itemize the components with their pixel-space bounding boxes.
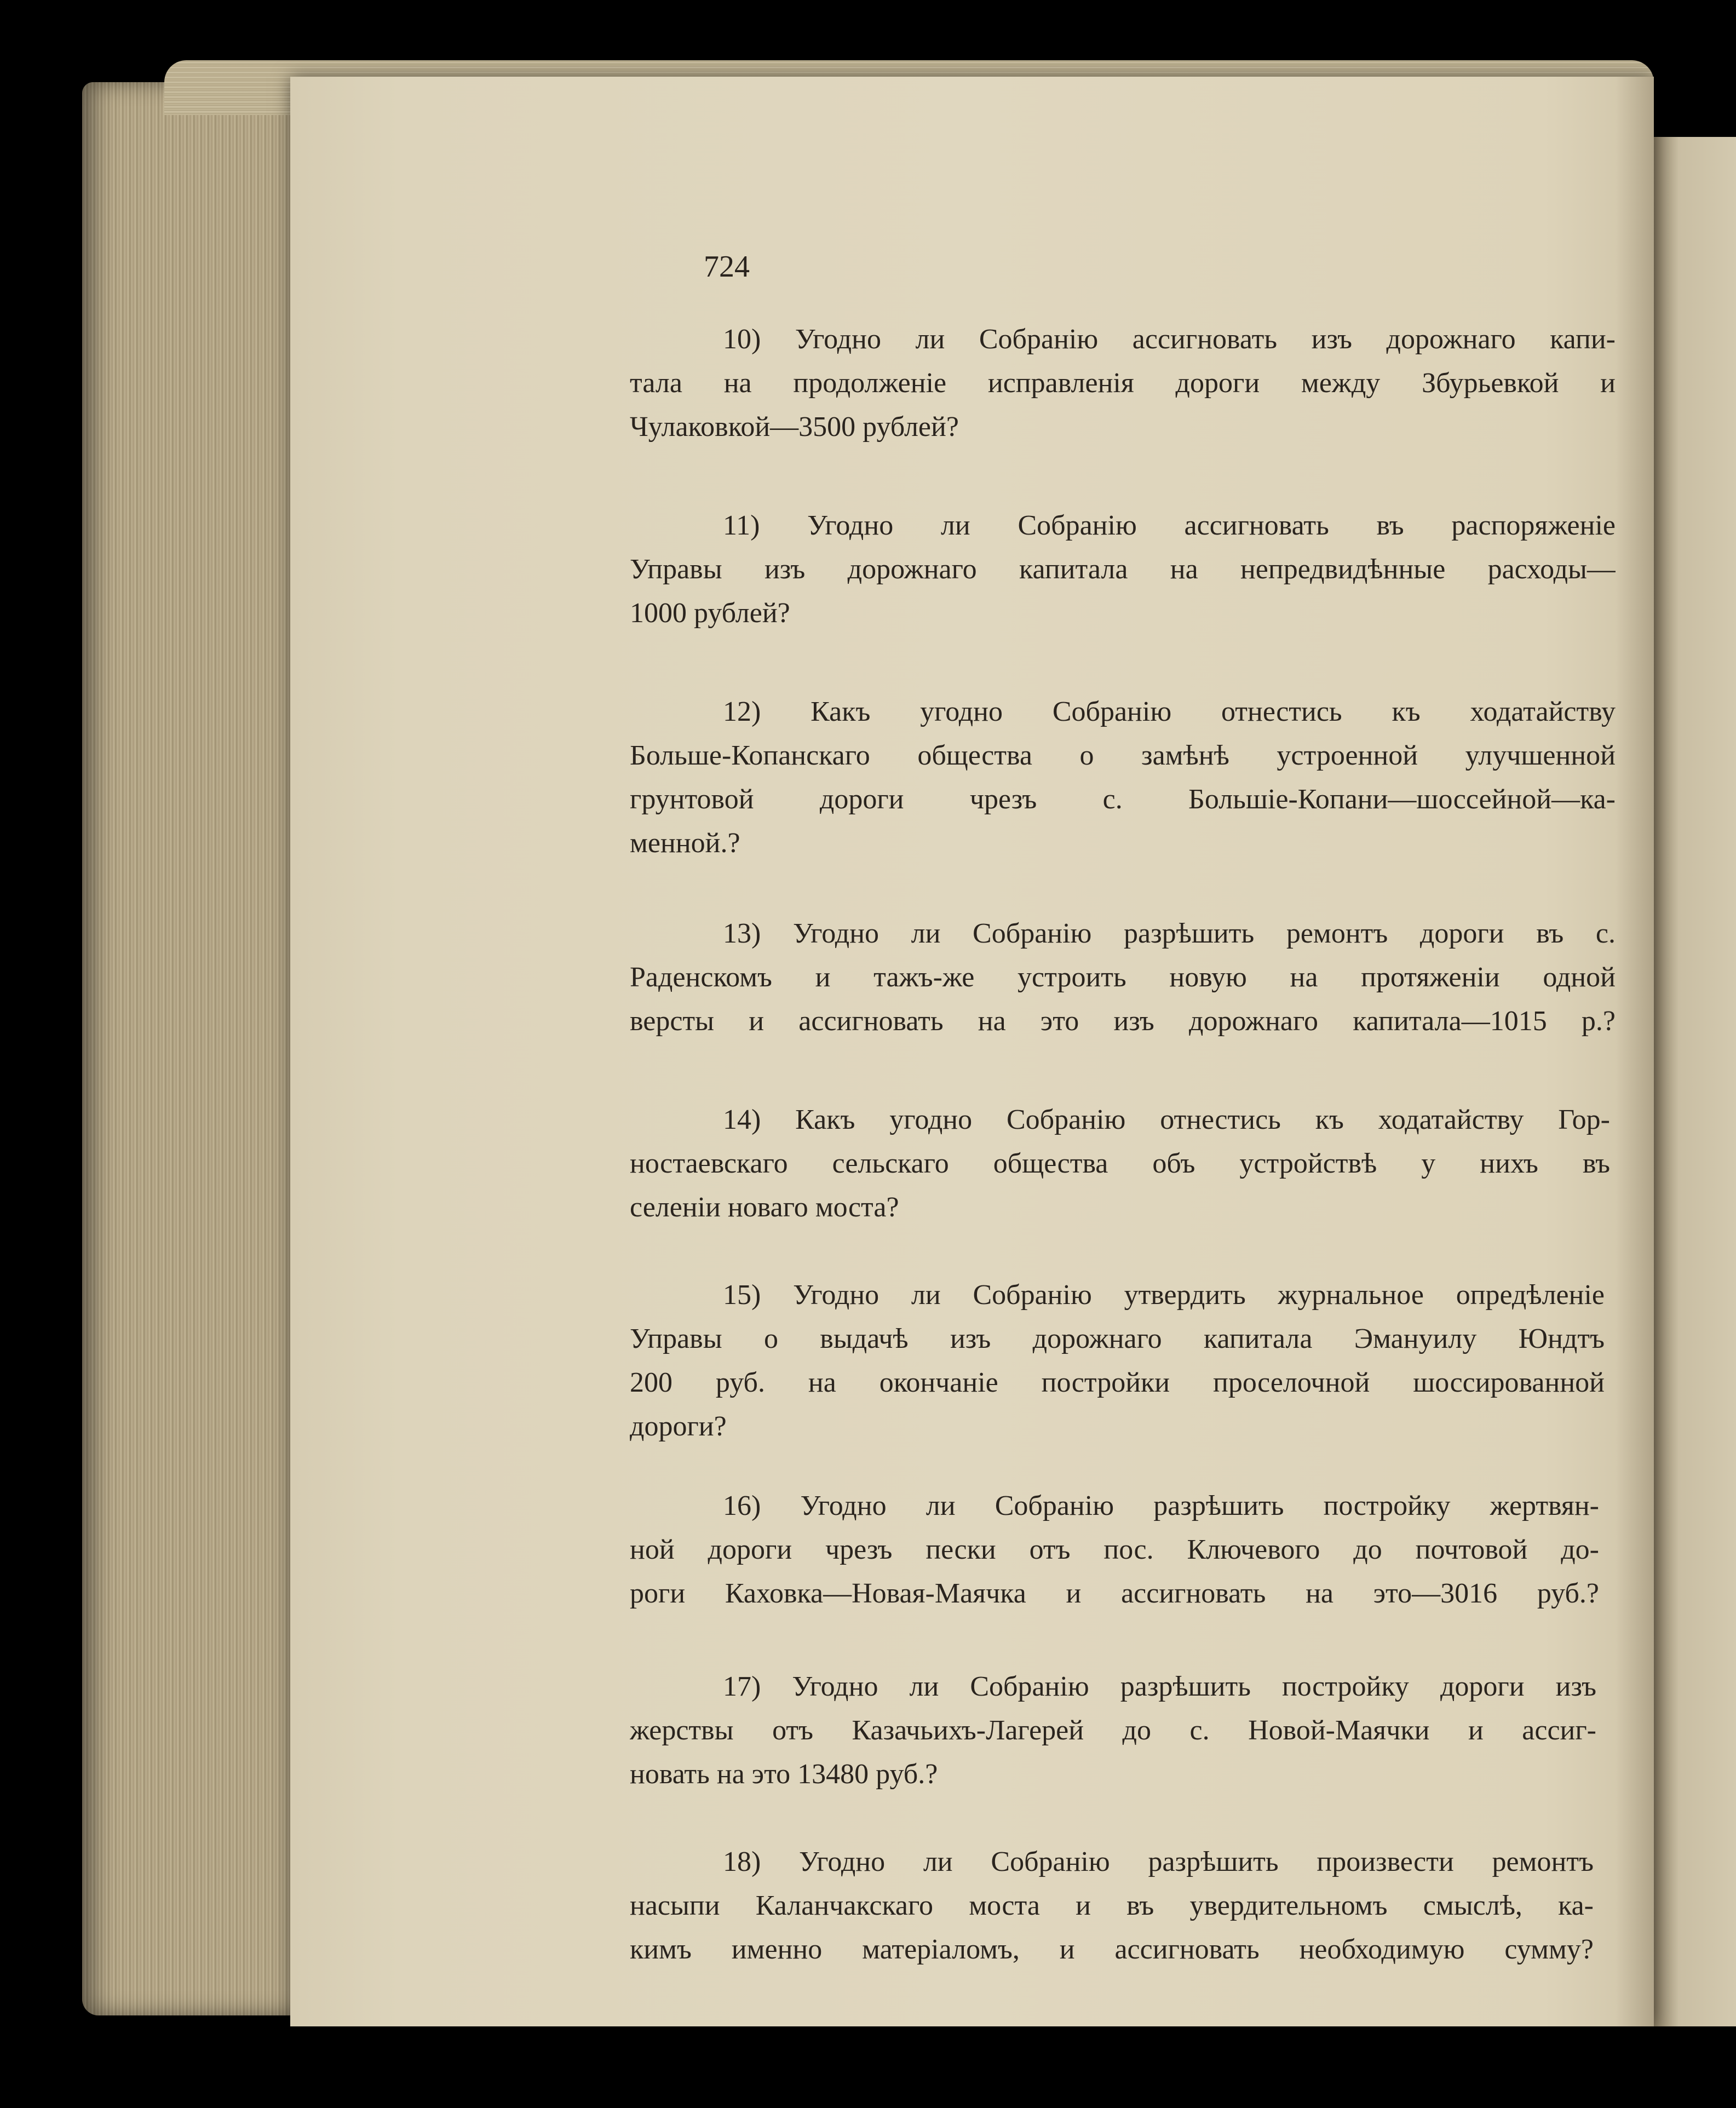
agenda-item-18	[630, 1840, 1594, 1972]
text-line: 17) Угодно ли Собранію разрѣшить постройку дороги изъ	[723, 1671, 1596, 1702]
agenda-item-11	[630, 504, 1616, 635]
text-line: грунтовой дороги чрезъ с. Большіе-Копани—шоссейной—ка-	[630, 784, 1616, 815]
text-line: 10) Угодно ли Собранію ассигновать изъ дорожнаго капи-	[723, 324, 1616, 355]
page-number: 724	[704, 250, 750, 284]
text-line: Раденскомъ и тажъ-же устроить новую на протяженіи одной	[630, 962, 1616, 993]
text-line: 16) Угодно ли Собранію разрѣшить постройку жертвян-	[723, 1490, 1599, 1521]
text-line: ностаевскаго сельскаго общества объ устройствѣ у нихъ въ	[630, 1148, 1610, 1179]
text-line: кимъ именно матеріаломъ, и ассигновать необходимую сумму?	[630, 1934, 1594, 1965]
text-line: дороги?	[630, 1411, 727, 1442]
text-line: роги Каховка—Новая-Маячка и ассигновать на это—3016 руб.?	[630, 1578, 1599, 1609]
agenda-item-16	[630, 1484, 1599, 1616]
page-gutter-shadow	[1616, 77, 1654, 2026]
text-line: Управы изъ дорожнаго капитала на непредвидѣнные расходы—	[630, 554, 1616, 585]
opposite-page	[1654, 137, 1736, 2026]
agenda-item-14	[630, 1098, 1610, 1230]
text-line: 15) Угодно ли Собранію утвердить журнальное опредѣленіе	[723, 1279, 1605, 1311]
text-line: 18) Угодно ли Собранію разрѣшить произвести ремонтъ	[723, 1846, 1594, 1877]
text-line: селеніи новаго моста?	[630, 1192, 899, 1223]
text-line: ной дороги чрезъ пески отъ пос. Ключевого до почтовой до-	[630, 1534, 1599, 1565]
agenda-item-17	[630, 1665, 1596, 1796]
text-line: Управы о выдачѣ изъ дорожнаго капитала Эмануилу Юндтъ	[630, 1323, 1605, 1354]
text-line: жерствы отъ Казачьихъ-Лагерей до с. Новой-Маячки и ассиг-	[630, 1715, 1596, 1746]
text-line: Больше-Копанскаго общества о замѣнѣ устроенной улучшенной	[630, 740, 1616, 771]
text-line: Чулаковкой—3500 рублей?	[630, 411, 959, 443]
text-line: 12) Какъ угодно Собранію отнестись къ ходатайству	[723, 696, 1616, 727]
agenda-item-10	[630, 318, 1616, 449]
text-line: 14) Какъ угодно Собранію отнестись къ ходатайству Гор-	[723, 1104, 1610, 1135]
text-line: новать на это 13480 руб.?	[630, 1759, 938, 1790]
text-line: 200 руб. на окончаніе постройки проселочной шоссированной	[630, 1367, 1605, 1398]
text-line: тала на продолженіе исправленія дороги между Збурьевкой и	[630, 367, 1616, 399]
agenda-item-15	[630, 1273, 1605, 1449]
text-line: 1000 рублей?	[630, 598, 790, 629]
text-line: насыпи Каланчакскаго моста и въ увердительномъ смыслѣ, ка-	[630, 1890, 1594, 1921]
text-line: 11) Угодно ли Собранію ассигновать въ распоряженіе	[723, 510, 1616, 541]
text-line: версты и ассигновать на это изъ дорожнаго капитала—1015 р.?	[630, 1006, 1616, 1037]
agenda-item-12	[630, 690, 1616, 865]
text-line: 13) Угодно ли Собранію разрѣшить ремонтъ дороги въ с.	[723, 918, 1616, 949]
text-line: менной.?	[630, 828, 740, 859]
agenda-item-13	[630, 912, 1616, 1043]
